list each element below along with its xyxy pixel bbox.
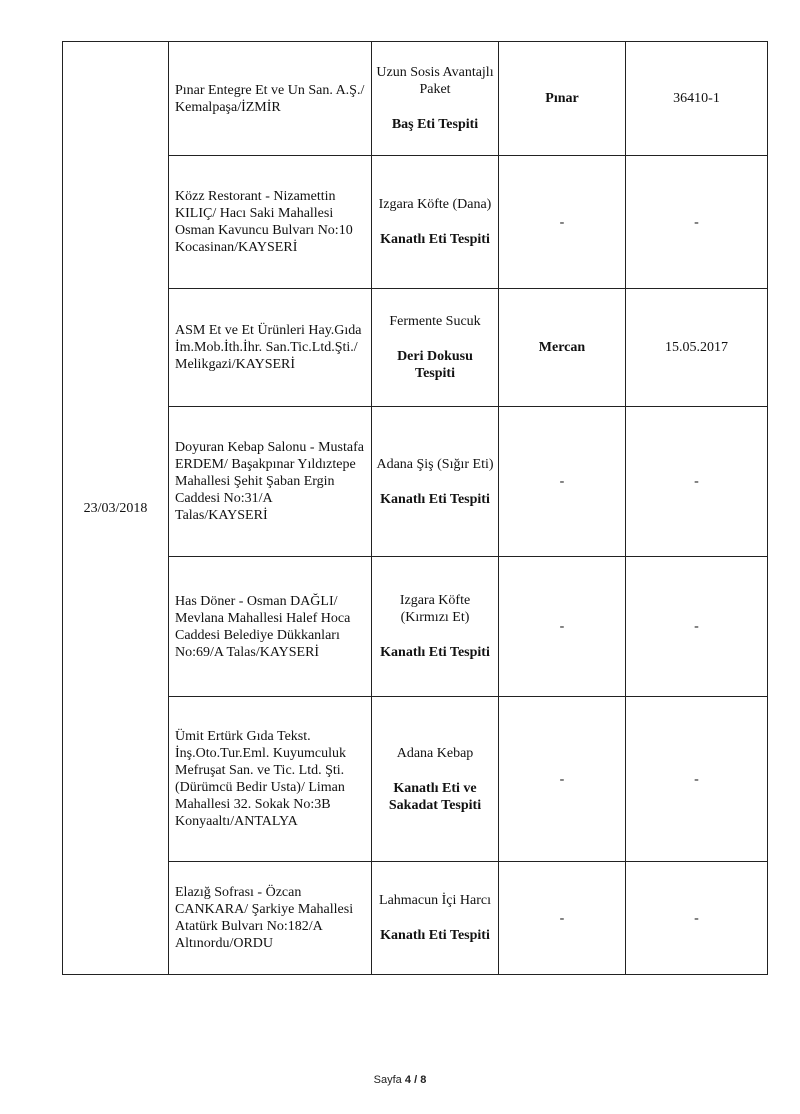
lot-cell: - <box>626 156 768 289</box>
table-row <box>63 862 768 975</box>
product-name: Adana Kebap <box>396 745 474 761</box>
table-row <box>63 42 768 156</box>
product-name: Adana Şiş (Sığır Eti) <box>376 456 494 472</box>
product-cell <box>372 557 499 697</box>
product-cell <box>372 862 499 975</box>
lot-cell: 36410-1 <box>626 42 768 156</box>
table-row <box>63 156 768 289</box>
company-cell: ASM Et ve Et Ürünleri Hay.Gıda İm.Mob.İth.İhr. San.Tic.Ltd.Şti./ Melikgazi/KAYSERİ <box>169 289 372 407</box>
company-cell: Ümit Ertürk Gıda Tekst. İnş.Oto.Tur.Eml. Kuyumculuk Mefruşat San. ve Tic. Ltd. Şti. (Dürümcü Bedir Usta)/ Liman Mahallesi 32. Sokak No:3B Konyaaltı/ANTALYA <box>169 697 372 862</box>
page-separator: / <box>414 1074 418 1086</box>
company-cell: Has Döner - Osman DAĞLI/ Mevlana Mahallesi Halef Hoca Caddesi Belediye Dükkanları No:69/A Talas/KAYSERİ <box>169 557 372 697</box>
product-cell <box>372 289 499 407</box>
lot-cell: - <box>626 697 768 862</box>
product-name: Fermente Sucuk <box>389 314 481 329</box>
company-cell: Elazığ Sofrası - Özcan CANKARA/ Şarkiye Mahallesi Atatürk Bulvarı No:182/A Altınordu/ORDU <box>169 862 372 975</box>
brand-cell: - <box>499 697 626 862</box>
product-name: Izgara Köfte (Dana) <box>378 197 492 212</box>
brand-cell: - <box>499 557 626 697</box>
table-row <box>63 557 768 697</box>
lot-cell: - <box>626 862 768 975</box>
company-cell: Doyuran Kebap Salonu - Mustafa ERDEM/ Başakpınar Yıldıztepe Mahallesi Şehit Şaban Ergin Caddesi No:31/A Talas/KAYSERİ <box>169 407 372 557</box>
findings-table <box>62 41 768 975</box>
product-cell <box>372 697 499 862</box>
date-cell: 23/03/2018 <box>63 42 169 975</box>
company-cell: Pınar Entegre Et ve Un San. A.Ş./ Kemalpaşa/İZMİR <box>169 42 372 156</box>
lot-cell: - <box>626 557 768 697</box>
page-footer <box>0 1074 800 1086</box>
product-name: Lahmacun İçi Harcı <box>379 893 491 908</box>
product-cell <box>372 156 499 289</box>
page-label: Sayfa <box>373 1074 402 1086</box>
product-cell <box>372 407 499 557</box>
brand-cell: Pınar <box>499 42 626 156</box>
brand-cell: - <box>499 862 626 975</box>
company-cell: Közz Restorant - Nizamettin KILIÇ/ Hacı Saki Mahallesi Osman Kavuncu Bulvarı No:10 Kocasinan/KAYSERİ <box>169 156 372 289</box>
finding-text: Kanatlı Eti Tespiti <box>380 928 490 943</box>
product-name: Izgara Köfte (Kırmızı Et) <box>399 593 471 625</box>
total-pages-number: 8 <box>420 1074 427 1086</box>
finding-text: Kanatlı Eti ve Sakadat Tespiti <box>388 780 482 813</box>
finding-text: Baş Eti Tespiti <box>391 117 479 132</box>
brand-cell: Mercan <box>499 289 626 407</box>
lot-cell: 15.05.2017 <box>626 289 768 407</box>
current-page-number: 4 <box>404 1074 411 1086</box>
finding-text: Kanatlı Eti Tespiti <box>380 232 490 247</box>
table-row <box>63 289 768 407</box>
brand-cell: - <box>499 407 626 557</box>
finding-text: Deri Dokusu Tespiti <box>397 349 473 381</box>
product-name: Uzun Sosis Avantajlı Paket <box>376 65 494 97</box>
finding-text: Kanatlı Eti Tespiti <box>380 645 490 660</box>
brand-cell: - <box>499 156 626 289</box>
lot-cell: - <box>626 407 768 557</box>
table-row <box>63 407 768 557</box>
product-cell <box>372 42 499 156</box>
table-row <box>63 697 768 862</box>
finding-text: Kanatlı Eti Tespiti <box>380 491 490 507</box>
